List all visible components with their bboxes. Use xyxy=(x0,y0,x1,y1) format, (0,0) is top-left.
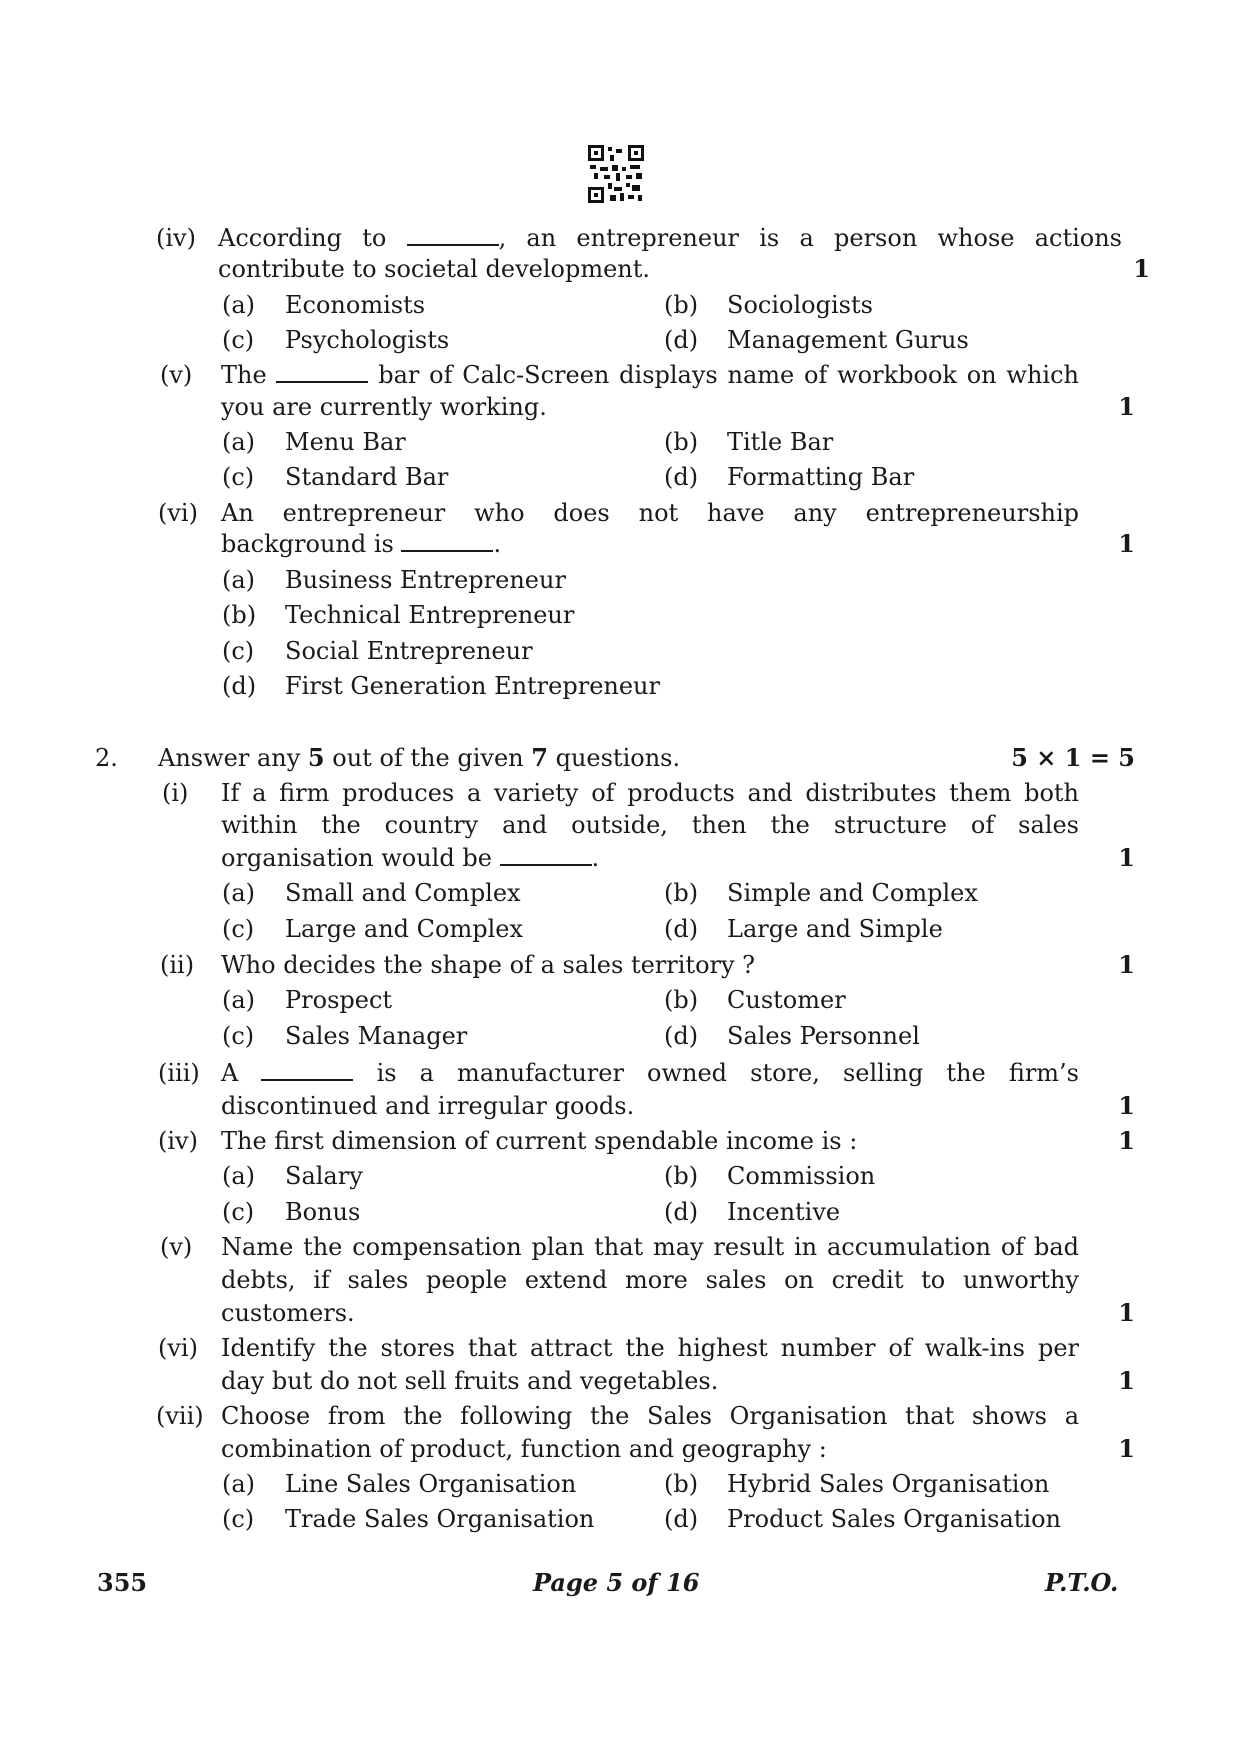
option-text: Sociologists xyxy=(727,291,873,319)
answer-blank xyxy=(261,1059,353,1081)
marks: 1 xyxy=(1118,1126,1135,1155)
marks: 1 xyxy=(1118,1434,1135,1463)
answer-blank xyxy=(500,844,592,866)
marks: 1 xyxy=(1133,254,1150,283)
question-number: (iv) xyxy=(156,224,196,252)
option-label: (b) xyxy=(222,601,257,629)
option-text: Large and Simple xyxy=(727,915,943,943)
option-text: Large and Complex xyxy=(285,915,524,943)
option-label: (d) xyxy=(664,1505,699,1533)
marks: 1 xyxy=(1118,392,1135,421)
pto-label: P.T.O. xyxy=(1045,1568,1119,1597)
option-text: Hybrid Sales Organisation xyxy=(727,1470,1050,1498)
option-text: Standard Bar xyxy=(285,463,449,491)
option-label: (c) xyxy=(222,463,255,491)
option-label: (d) xyxy=(664,915,699,943)
option-label: (d) xyxy=(664,326,699,354)
question-text-line: Choose from the following the Sales Organisation that shows a xyxy=(221,1402,1079,1430)
marks: 1 xyxy=(1118,843,1135,872)
option-text: Economists xyxy=(285,291,426,319)
option-text: Product Sales Organisation xyxy=(727,1505,1061,1533)
option-text: Commission xyxy=(727,1162,876,1190)
option-label: (b) xyxy=(664,879,699,907)
option-text: Sales Personnel xyxy=(727,1022,920,1050)
marks: 1 xyxy=(1118,1091,1135,1120)
qr-code-icon xyxy=(588,145,644,203)
option-text: Formatting Bar xyxy=(727,463,915,491)
question-text-line: contribute to societal development. xyxy=(218,255,651,283)
question-text-line: A is a manufacturer owned store, selling the firm’s xyxy=(221,1059,1079,1087)
option-label: (a) xyxy=(222,566,256,594)
option-label: (c) xyxy=(222,1198,255,1226)
question-text-line: day but do not sell fruits and vegetables. xyxy=(221,1367,719,1395)
option-text: Salary xyxy=(285,1162,363,1190)
option-label: (b) xyxy=(664,986,699,1014)
option-text: Prospect xyxy=(285,986,393,1014)
option-text: Title Bar xyxy=(727,428,834,456)
option-text: Customer xyxy=(727,986,846,1014)
option-text: Bonus xyxy=(285,1198,361,1226)
question-text-line: An entrepreneur who does not have any entrepreneurship xyxy=(221,499,1079,527)
question-number: (vi) xyxy=(158,1334,198,1362)
option-text: Trade Sales Organisation xyxy=(285,1505,595,1533)
option-label: (c) xyxy=(222,326,255,354)
question-text-line: background is . xyxy=(221,530,502,558)
question-text-line: discontinued and irregular goods. xyxy=(221,1092,635,1120)
answer-blank xyxy=(407,224,499,246)
option-text: Psychologists xyxy=(285,326,450,354)
question-number: (iv) xyxy=(158,1127,198,1155)
option-label: (d) xyxy=(664,1198,699,1226)
option-label: (a) xyxy=(222,879,256,907)
option-text: Small and Complex xyxy=(285,879,521,907)
option-label: (b) xyxy=(664,291,699,319)
option-label: (c) xyxy=(222,1022,255,1050)
option-label: (c) xyxy=(222,637,255,665)
option-label: (a) xyxy=(222,428,256,456)
option-label: (c) xyxy=(222,915,255,943)
question-text-line: Name the compensation plan that may result in accumulation of bad xyxy=(221,1233,1079,1261)
option-label: (d) xyxy=(664,463,699,491)
option-text: Management Gurus xyxy=(727,326,969,354)
marks: 1 xyxy=(1118,1366,1135,1395)
question-number: (ii) xyxy=(160,951,195,979)
option-text: Incentive xyxy=(727,1198,841,1226)
question-instruction: Answer any 5 out of the given 7 questions. xyxy=(158,743,681,772)
question-number: (vi) xyxy=(158,499,198,527)
option-text: Business Entrepreneur xyxy=(285,566,566,594)
page-number: Page 5 of 16 xyxy=(533,1568,700,1597)
marks: 1 xyxy=(1118,950,1135,979)
question-text-line: Identify the stores that attract the highest number of walk-ins per xyxy=(221,1334,1079,1362)
option-text: First Generation Entrepreneur xyxy=(285,672,660,700)
question-text-line: According to , an entrepreneur is a person whose actions xyxy=(218,224,1122,252)
option-label: (a) xyxy=(222,291,256,319)
question-text-line: The bar of Calc-Screen displays name of workbook on which xyxy=(221,361,1079,389)
option-label: (b) xyxy=(664,1470,699,1498)
option-label: (d) xyxy=(222,672,257,700)
question-number: (iii) xyxy=(158,1059,200,1087)
option-label: (b) xyxy=(664,1162,699,1190)
marks: 1 xyxy=(1118,1298,1135,1327)
question-number: (v) xyxy=(160,361,193,389)
option-text: Line Sales Organisation xyxy=(285,1470,577,1498)
answer-blank xyxy=(276,361,368,383)
question-text-line: organisation would be . xyxy=(221,844,600,872)
option-label: (b) xyxy=(664,428,699,456)
paper-code: 355 xyxy=(97,1568,148,1597)
question-number: (vii) xyxy=(156,1402,204,1430)
option-label: (a) xyxy=(222,1162,256,1190)
question-number: (v) xyxy=(160,1233,193,1261)
option-text: Sales Manager xyxy=(285,1022,468,1050)
option-label: (a) xyxy=(222,1470,256,1498)
marks: 1 xyxy=(1118,529,1135,558)
question-text-line: Who decides the shape of a sales territory ? xyxy=(221,951,756,979)
question-text-line: combination of product, function and geography : xyxy=(221,1435,827,1463)
question-text-line: If a firm produces a variety of products and distributes them both xyxy=(221,779,1079,807)
marks: 5 × 1 = 5 xyxy=(1011,743,1135,772)
answer-blank xyxy=(401,530,493,552)
option-text: Simple and Complex xyxy=(727,879,978,907)
option-label: (c) xyxy=(222,1505,255,1533)
option-text: Menu Bar xyxy=(285,428,406,456)
question-text-line: customers. xyxy=(221,1299,355,1327)
question-text-line: you are currently working. xyxy=(221,393,547,421)
option-label: (d) xyxy=(664,1022,699,1050)
option-label: (a) xyxy=(222,986,256,1014)
option-text: Social Entrepreneur xyxy=(285,637,533,665)
question-text-line: within the country and outside, then the structure of sales xyxy=(221,811,1079,839)
question-text-line: debts, if sales people extend more sales on credit to unworthy xyxy=(221,1266,1079,1294)
question-text-line: The first dimension of current spendable income is : xyxy=(221,1127,858,1155)
question-number: 2. xyxy=(95,744,118,772)
option-text: Technical Entrepreneur xyxy=(285,601,575,629)
question-number: (i) xyxy=(162,779,189,807)
